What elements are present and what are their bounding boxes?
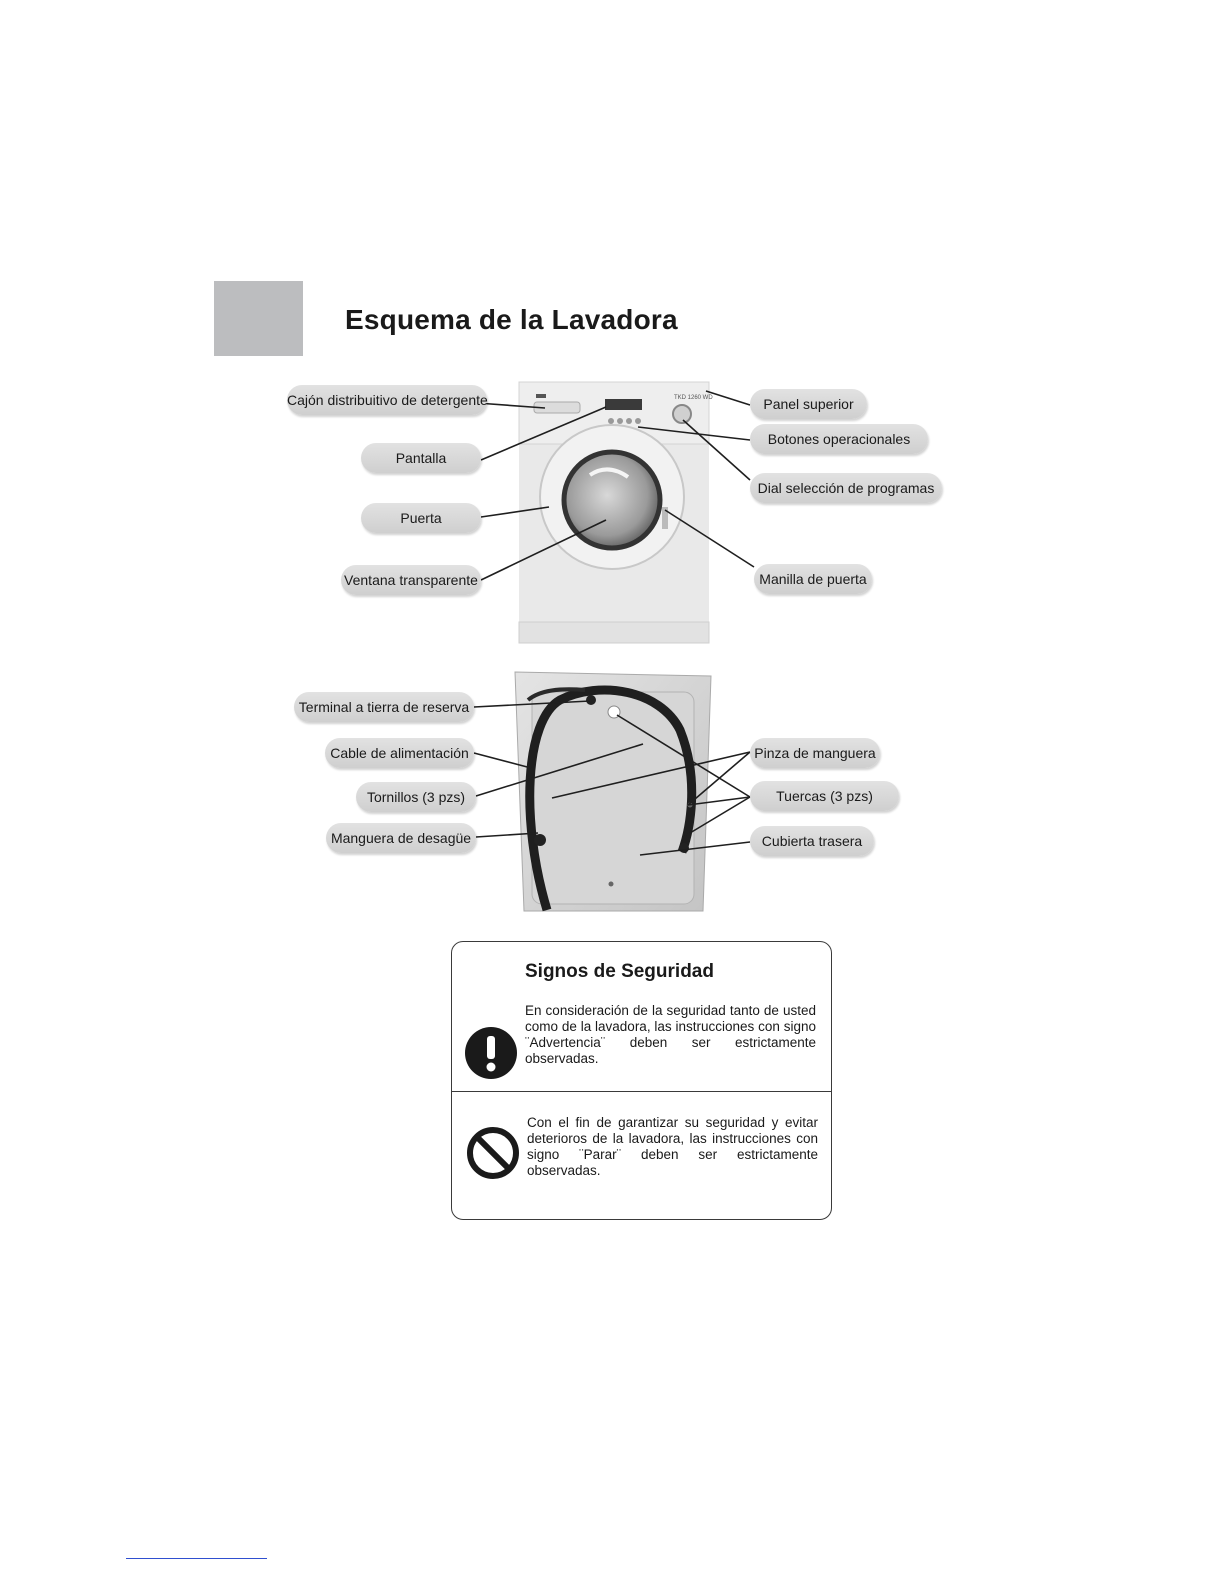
safety-title: Signos de Seguridad bbox=[525, 961, 714, 982]
callout-nuts: Tuercas (3 pzs) bbox=[750, 781, 899, 811]
prohibition-circle-icon bbox=[466, 1126, 520, 1180]
safety-divider bbox=[452, 1091, 831, 1092]
callout-display: Pantalla bbox=[361, 443, 481, 473]
callout-ground-terminal: Terminal a tierra de reserva bbox=[294, 692, 474, 722]
rear-washer-photo bbox=[515, 672, 711, 911]
callout-top-panel: Panel superior bbox=[750, 389, 867, 419]
callout-operation-buttons: Botones operacionales bbox=[750, 424, 928, 454]
warning-instructions-text: En consideración de la seguridad tanto de usted como de la lavadora, las instrucciones con signo ¨Advertencia¨ deben ser estrictamente observadas. bbox=[525, 1003, 816, 1066]
page-title: Esquema de la Lavadora bbox=[345, 304, 678, 335]
callout-rear-cover: Cubierta trasera bbox=[750, 826, 874, 856]
footer-rule bbox=[126, 1558, 267, 1559]
callout-drain-hose: Manguera de desagüe bbox=[326, 823, 476, 853]
callout-power-cable: Cable de alimentación bbox=[325, 738, 474, 768]
model-label: TKD 1260 WD bbox=[674, 395, 713, 401]
callout-screws: Tornillos (3 pzs) bbox=[356, 782, 476, 812]
callout-hose-clamp: Pinza de manguera bbox=[750, 738, 880, 768]
callout-door: Puerta bbox=[361, 503, 481, 533]
stop-instructions-text: Con el fin de garantizar su seguridad y evitar deterioros de la lavadora, las instrucciones con signo ¨Parar¨ deben ser estrictamente observadas. bbox=[527, 1115, 818, 1178]
safety-signs-box bbox=[451, 941, 832, 1220]
callout-window: Ventana transparente bbox=[341, 565, 481, 595]
exclamation-circle-icon bbox=[464, 1026, 518, 1080]
callout-detergent-drawer: Cajón distribuitivo de detergente bbox=[287, 385, 487, 415]
callout-door-handle: Manilla de puerta bbox=[754, 564, 872, 594]
callout-program-dial: Dial selección de programas bbox=[750, 473, 942, 503]
